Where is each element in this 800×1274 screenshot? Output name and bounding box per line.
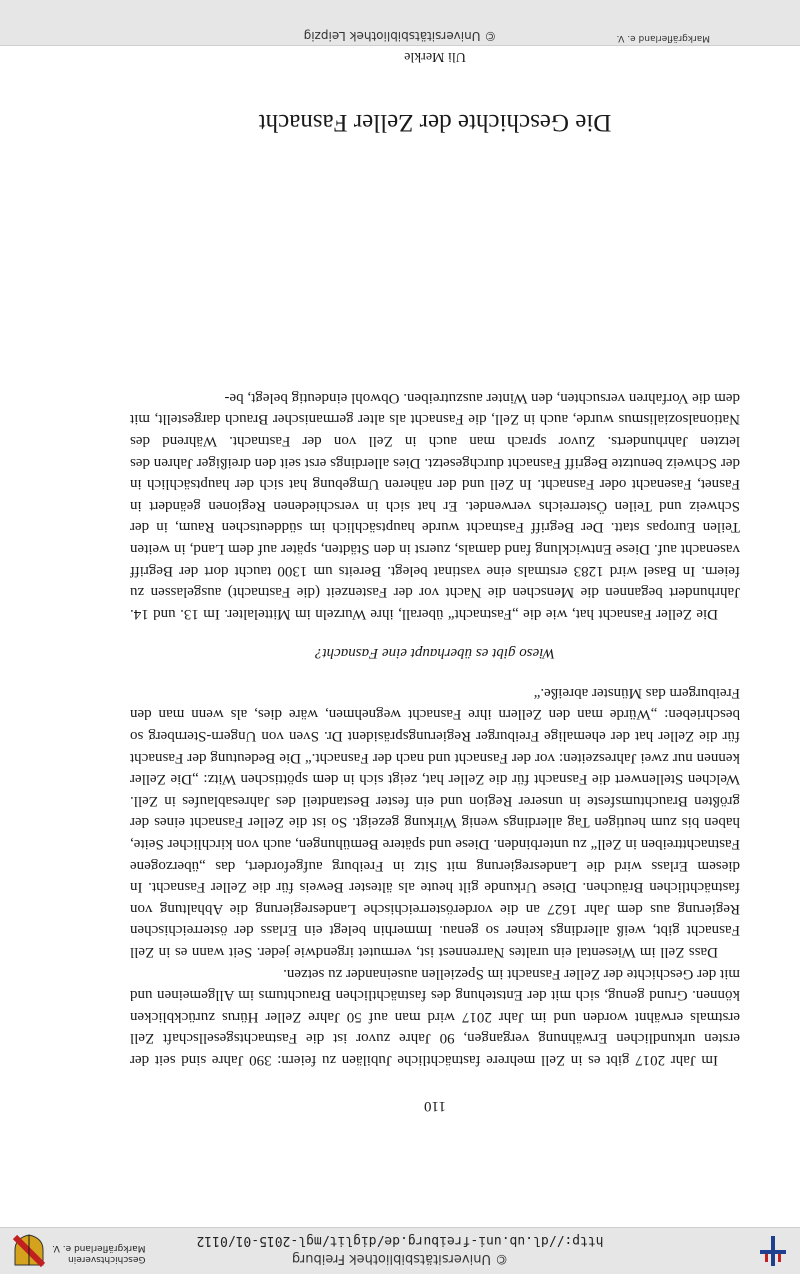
society-name <box>52 1242 145 1264</box>
footer-copyright: © Universitätsbibliothek Leipzig <box>303 29 497 43</box>
article-title: Die Geschichte der Zeller Fasnacht <box>258 109 612 136</box>
history-paragraph: Dass Zell im Wiesental ein uraltes Narrennest ist, vermutet irgendwie jeder. Seit wann es in Zell Fasnacht gibt, weiß allerdings keiner so genau. Immerhin belegt ein Erlass der österreichischen Regierung aus dem Jahr 1627 an die vorderösterreichische Landesregierung die Abhaltung von fastnächtlichen Bräuchen. Diese Urkunde gilt heute als ältester Beweis für die Zeller Fasnacht. In diesem Erlass wird die Landesregierung mit Sitz in Freiburg aufgefordert, das „überzogene Fastnachttreiben in Zell“ zu unterbinden. Diese und spätere Bemühungen, auch von kirchlicher Seite, haben bis zum heutigen Tag allerdings wenig Wirkung gezeigt. So ist die Zeller Fasnacht eines der größten Brauchtumsfeste in unserer Region und ein fester Bestandteil des Jahresablaufes in Zell. Welchen Stellenwert die Fasnacht für die Zeller hat, zeigt sich in dem spöttischen Witz: „Die Zeller kennen nur zwei Jahreszeiten: vor der Fasnacht und nach der Fasnacht.“ Die Bedeutung der Fasnacht für die Zeller hat der ehemalige Freiburger Regierungspräsident Dr. Sven von Ungern-Sternberg so beschrieben: „Würde man den Zellern ihre Fasnacht wegnehmen, wäre dies, als wenn man den Freiburgern das Münster abreiße.“ <box>130 684 740 961</box>
article-author: Uli Merkle <box>404 49 466 64</box>
society-crest-icon <box>12 1234 46 1268</box>
permalink-url[interactable]: http://dl.ub.uni-freiburg.de/diglit/mgl-2015-01/0112 <box>196 1233 604 1248</box>
intro-paragraph: Im Jahr 2017 gibt es in Zell mehrere fastnächtliche Jubiläen zu feiern: 390 Jahre sind seit der ersten urkundlichen Erwähnung vergangen, 90 Jahre zuvor ist die Fastnachtsgesellschaft Zell erstmals erwähnt worden und im Jahr 2017 wird man auf 50 Jahre Zeller Hürus zurückblicken können. Grund genug, sich mit der Entstehung des fastnächtlichen Brauchtums im Allgemeinen und mit der Geschichte der Zeller Fasnacht im Speziellen auseinander zu setzen. <box>130 965 740 1068</box>
society-name-line2: Markgräflerland e. V. <box>52 1243 146 1253</box>
viewer-header <box>0 1227 800 1274</box>
copyright-notice: © Universitätsbibliothek Freiburg <box>291 1251 509 1266</box>
article-text-layer <box>130 190 740 1070</box>
viewer-footer <box>0 0 800 46</box>
society-name-line1: Geschichtsverein <box>68 1254 146 1264</box>
origins-paragraph: Die Zeller Fasnacht hat, wie die „Fastnacht“ überall, ihre Wurzeln im Mittelalter. Im 13. und 14. Jahrhundert begannen die Menschen die Nacht vor der Fastenzeit (die Fastnacht) ausgelassen zu feiern. In Basel wird 1283 erstmals eine vastinat belegt. Bereits um 1300 taucht dort der Begriff vasenacht auf. Diese Entwicklung fand damals, zuerst in den Städten, später auf dem Land, in weiten Teilen Europas statt. Der Begriff Fastnacht wurde hauptsächlich im süddeutschen Raum, in der Schweiz und Teilen Österreichs verwendet. Er hat sich in verschiedenen Regionen geändert in Fasnet, Fasenacht oder Fasnacht. In Zell und der näheren Umgebung hat sich der hauptsächlich in der Schweiz benutzte Begriff Fasnacht durchgesetzt. Dies allerdings erst seit den dreißiger Jahren des letzten Jahrhunderts. Zuvor sprach man auch in Zell von der Fastnacht. Während des Nationalsozialismus wurde, auch in Zell, die Fasnacht als alter germanischer Brauch dargestellt, mit dem die Vorfahren versuchten, den Winter auszutreiben. Obwohl eindeutig belegt, be- <box>130 389 740 622</box>
section-heading: Wieso gibt es überhaupt eine Fasnacht? <box>314 645 556 662</box>
article-columns <box>130 386 740 1070</box>
footer-society: Markgräflerland e. V. <box>616 33 710 43</box>
page-number: 110 <box>424 1098 446 1114</box>
